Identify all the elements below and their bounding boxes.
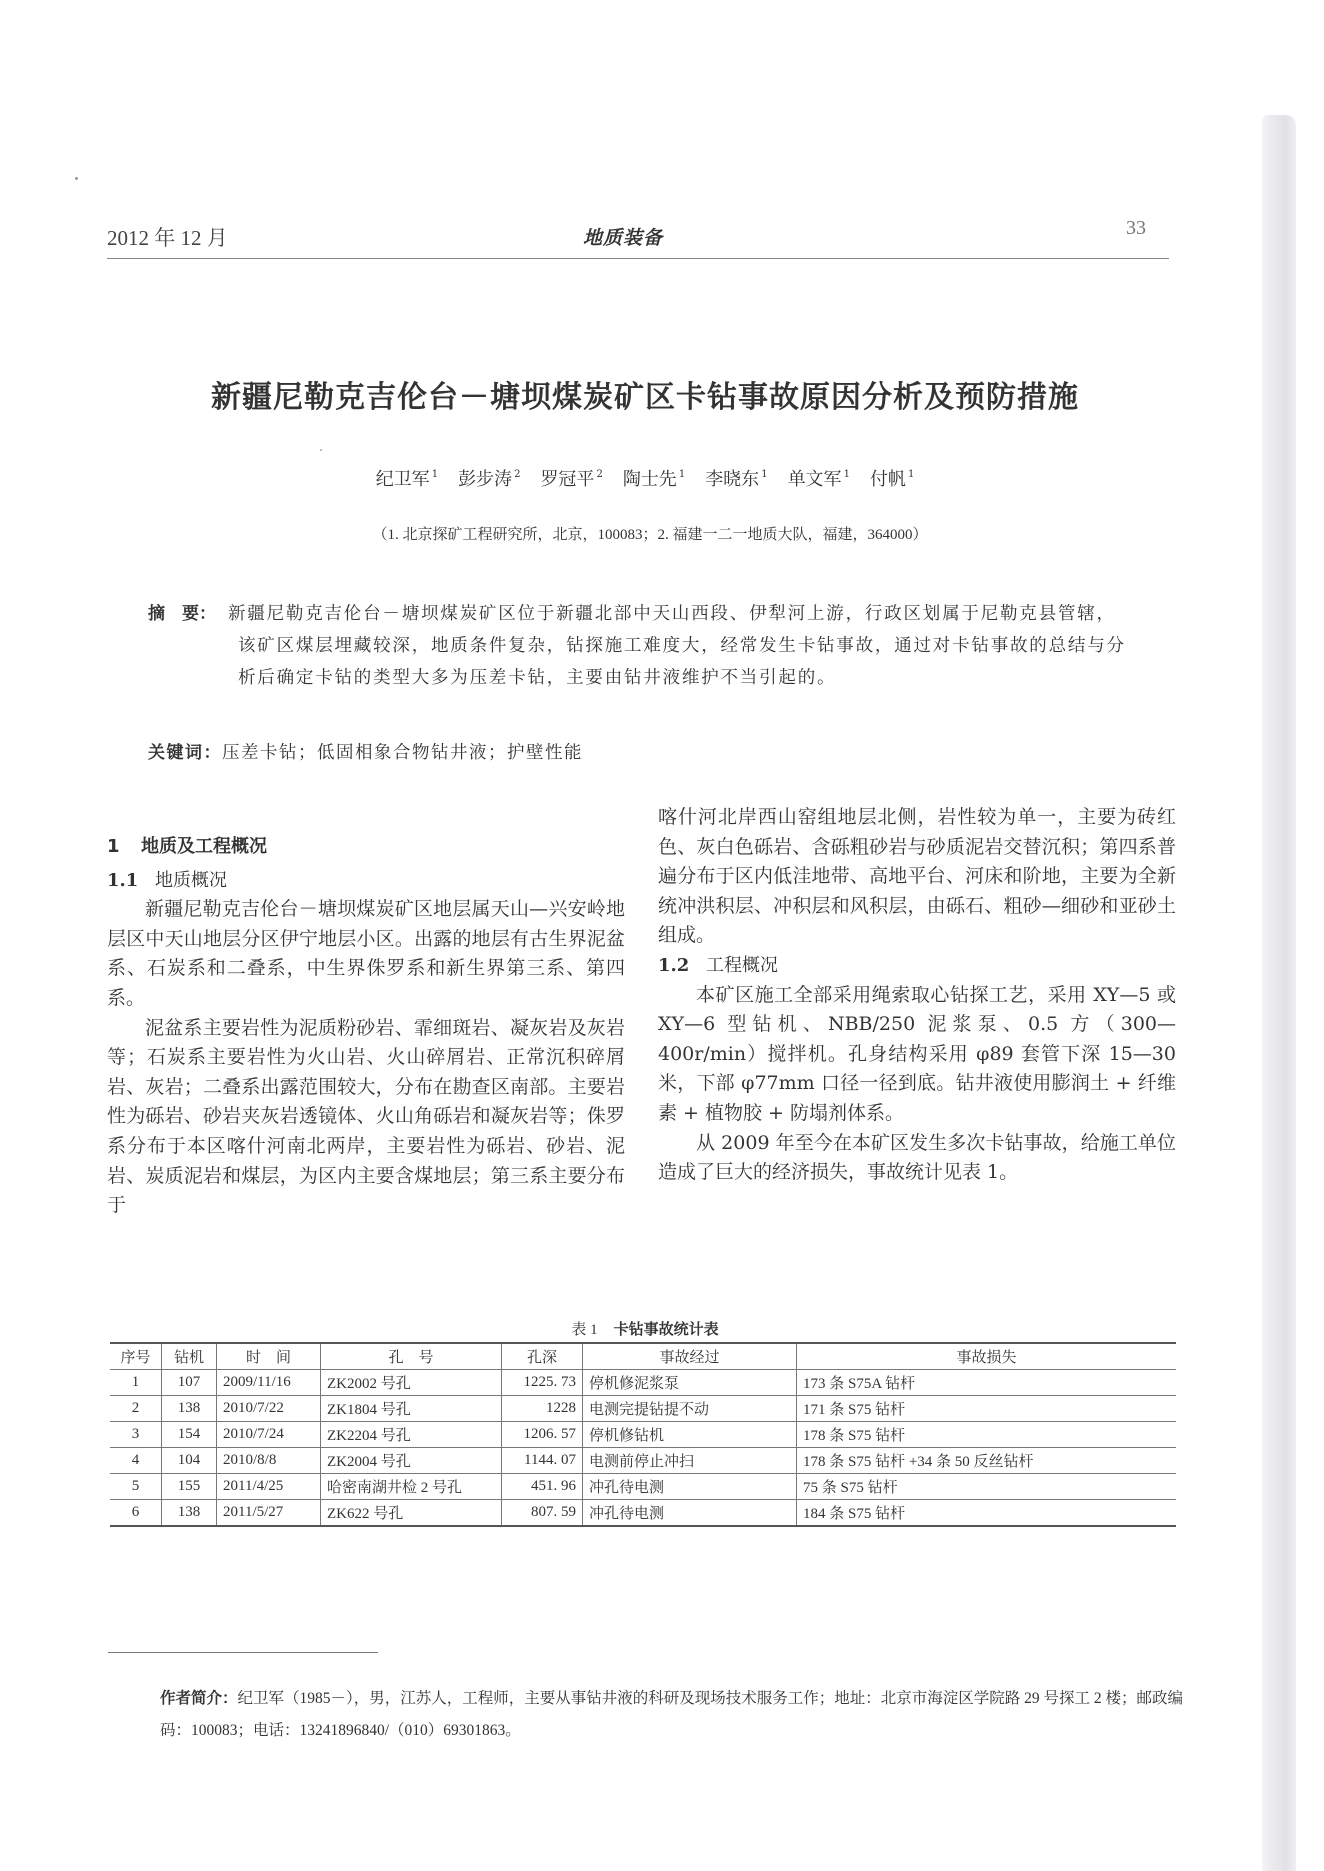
- cell-hole: ZK2204 号孔: [321, 1422, 502, 1448]
- table-row: [110, 1500, 1176, 1527]
- subsection-heading: [107, 866, 625, 896]
- accident-statistics-table: [110, 1342, 1176, 1527]
- cell-process: 电测前停止冲扫: [583, 1448, 797, 1474]
- author-name: 纪卫军: [375, 469, 430, 490]
- table-title: 卡钻事故统计表: [613, 1320, 719, 1338]
- header-rule: [107, 258, 1169, 259]
- table-row: [110, 1474, 1176, 1500]
- cell-hole: ZK2002 号孔: [321, 1370, 502, 1396]
- author-affiliation-mark: 1: [431, 469, 439, 480]
- paragraph: 泥盆系主要岩性为泥质粉砂岩、霏细斑岩、凝灰岩及灰岩等；石炭系主要岩性为火山岩、火山碎屑岩、正常沉积碎屑岩、灰岩；二叠系出露范围较大，分布在勘查区南部。主要岩性为砾岩、砂岩夹灰岩透镜体、火山角砾岩和凝灰岩等；侏罗系分布于本区喀什河南北两岸，主要岩性为砾岩、砂岩、泥岩、炭质泥岩和煤层，为区内主要含煤地层；第三系主要分布于: [107, 1016, 625, 1217]
- cell-depth: 1225. 73: [502, 1370, 583, 1396]
- cell-hole: ZK1804 号孔: [321, 1396, 502, 1422]
- author-affiliation-mark: 1: [843, 469, 850, 480]
- section-heading: [107, 832, 625, 862]
- body-column-left: [107, 832, 625, 1221]
- table-row: [110, 1396, 1176, 1422]
- keywords: [148, 738, 583, 764]
- cell-date: 2010/7/24: [217, 1422, 321, 1448]
- col-header-loss: 事故损失: [797, 1343, 1177, 1370]
- cell-process: 停机修泥浆泵: [583, 1370, 797, 1396]
- section-title: 地质及工程概况: [141, 836, 267, 857]
- cell-date: 2010/7/22: [217, 1396, 321, 1422]
- footnote-label: 作者简介：: [160, 1689, 238, 1707]
- table-row: [110, 1448, 1176, 1474]
- author: [870, 469, 914, 490]
- scan-speck: [320, 449, 322, 451]
- cell-depth: 1228: [502, 1396, 583, 1422]
- cell-hole: ZK2004 号孔: [321, 1448, 502, 1474]
- cell-loss: 173 条 S75A 钻杆: [797, 1370, 1177, 1396]
- author-name: 彭步涛: [458, 469, 513, 490]
- footnote-rule: [108, 1652, 378, 1653]
- table-header-row: [110, 1343, 1176, 1370]
- affiliations: （1. 北京探矿工程研究所，北京，100083；2. 福建一二一地质大队，福建，364000）: [372, 527, 928, 543]
- cell-depth: 1144. 07: [502, 1448, 583, 1474]
- col-header-process: 事故经过: [583, 1343, 797, 1370]
- body-column-right: [658, 803, 1176, 1188]
- cell-loss: 178 条 S75 钻杆 +34 条 50 反丝钻杆: [797, 1448, 1177, 1474]
- author: [540, 469, 602, 490]
- col-header-rig: 钻机: [162, 1343, 217, 1370]
- table-number: 表 1: [571, 1322, 598, 1338]
- cell-process: 停机修钻机: [583, 1422, 797, 1448]
- author: [788, 469, 850, 490]
- scan-speck: [75, 177, 78, 180]
- author-affiliation-mark: 1: [678, 469, 686, 480]
- col-header-hole: 孔 号: [321, 1343, 502, 1370]
- cell-hole: ZK622 号孔: [321, 1500, 502, 1527]
- cell-rig: 155: [162, 1474, 217, 1500]
- cell-rig: 154: [162, 1422, 217, 1448]
- cell-date: 2011/5/27: [217, 1500, 321, 1527]
- paragraph-continued: 喀什河北岸西山窑组地层北侧，岩性较为单一，主要为砖红色、灰白色砾岩、含砾粗砂岩与砂质泥岩交替沉积；第四系普遍分布于区内低洼地带、高地平台、河床和阶地，主要为全新统冲洪积层、冲积层和风积层，由砾石、粗砂—细砂和亚砂土组成。: [658, 806, 1176, 947]
- subsection-number: 1.1: [107, 869, 139, 891]
- author-bio-footnote: [160, 1682, 1200, 1747]
- author: [458, 469, 520, 490]
- author: [623, 469, 685, 490]
- abstract-text: 新疆尼勒克吉伦台－塘坝煤炭矿区位于新疆北部中天山西段、伊犁河上游，行政区划属于尼勒克县管辖，该矿区煤层埋藏较深，地质条件复杂，钻探施工难度大，经常发生卡钻事故，通过对卡钻事故的总结与分析后确定卡钻的类型大多为压差卡钻，主要由钻井液维护不当引起的。: [228, 604, 1126, 688]
- cell-process: 冲孔待电测: [583, 1500, 797, 1527]
- cell-seq: 6: [110, 1500, 162, 1527]
- cell-loss: 184 条 S75 钻杆: [797, 1500, 1177, 1527]
- cell-date: 2009/11/16: [217, 1370, 321, 1396]
- cell-loss: 178 条 S75 钻杆: [797, 1422, 1177, 1448]
- keywords-label: 关键词：: [148, 743, 222, 763]
- cell-loss: 171 条 S75 钻杆: [797, 1396, 1177, 1422]
- keywords-text: 压差卡钻；低固相象合物钻井液；护壁性能: [222, 743, 583, 763]
- article-title: 新疆尼勒克吉伦台－塘坝煤炭矿区卡钻事故原因分析及预防措施: [211, 380, 1079, 415]
- cell-seq: 1: [110, 1370, 162, 1396]
- author-affiliation-mark: 1: [907, 469, 915, 480]
- subsection-number: 1.2: [658, 954, 690, 976]
- table-row: [110, 1422, 1176, 1448]
- abstract-label: 摘 要：: [148, 604, 216, 624]
- cell-depth: 451. 96: [502, 1474, 583, 1500]
- col-header-seq: 序号: [110, 1343, 162, 1370]
- author-affiliation-mark: 2: [596, 469, 603, 480]
- header-page-number: 33: [1126, 217, 1146, 239]
- author-name: 罗冠平: [540, 469, 595, 490]
- author-affiliation-mark: 1: [761, 469, 768, 480]
- header-date: 2012 年 12 月: [107, 226, 228, 250]
- section-number: 1: [107, 836, 120, 857]
- abstract: [148, 598, 1128, 694]
- cell-seq: 5: [110, 1474, 162, 1500]
- cell-seq: 2: [110, 1396, 162, 1422]
- cell-seq: 3: [110, 1422, 162, 1448]
- cell-rig: 104: [162, 1448, 217, 1474]
- cell-date: 2011/4/25: [217, 1474, 321, 1500]
- cell-rig: 138: [162, 1500, 217, 1527]
- cell-rig: 138: [162, 1396, 217, 1422]
- author-name: 陶士先: [622, 469, 677, 490]
- subsection-title: 工程概况: [706, 954, 778, 976]
- cell-depth: 1206. 57: [502, 1422, 583, 1448]
- author-name: 付帆: [869, 469, 906, 490]
- subsection-heading: [658, 951, 1176, 981]
- author-affiliation-mark: 2: [514, 469, 521, 480]
- paragraph: 新疆尼勒克吉伦台－塘坝煤炭矿区地层属天山—兴安岭地层区中天山地层分区伊宁地层小区。出露的地层有古生界泥盆系、石炭系和二叠系，中生界侏罗系和新生界第三系、第四系。: [107, 898, 625, 1009]
- table-row: [110, 1370, 1176, 1396]
- cell-process: 冲孔待电测: [583, 1474, 797, 1500]
- col-header-date: 时 间: [217, 1343, 321, 1370]
- author-name: 李晓东: [705, 469, 760, 490]
- paragraph: 从 2009 年至今在本矿区发生多次卡钻事故，给施工单位造成了巨大的经济损失，事故统计见表 1。: [658, 1131, 1176, 1184]
- footnote-text: 纪卫军（1985－），男，江苏人，工程师，主要从事钻井液的科研及现场技术服务工作；地址：北京市海淀区学院路 29 号探工 2 楼；邮政编码：100083；电话：13241896840/（010）69301863。: [160, 1690, 1184, 1739]
- author-list: [0, 465, 1290, 491]
- header-journal-name: 地质装备: [583, 227, 664, 249]
- table-caption: [0, 1318, 1290, 1339]
- author-name: 单文军: [787, 469, 842, 490]
- author: [376, 469, 438, 490]
- subsection-title: 地质概况: [155, 869, 227, 891]
- cell-loss: 75 条 S75 钻杆: [797, 1474, 1177, 1500]
- cell-rig: 107: [162, 1370, 217, 1396]
- cell-depth: 807. 59: [502, 1500, 583, 1527]
- cell-hole: 哈密南湖井检 2 号孔: [321, 1474, 502, 1500]
- cell-process: 电测完提钻提不动: [583, 1396, 797, 1422]
- author: [705, 469, 767, 490]
- cell-seq: 4: [110, 1448, 162, 1474]
- paragraph: 本矿区施工全部采用绳索取心钻探工艺，采用 XY—5 或 XY—6 型钻机、NBB/250 泥浆泵、0.5 方（300—400r/min）搅拌机。孔身结构采用 φ89 套管下深 15—30 米，下部 φ77mm 口径一径到底。钻井液使用膨润土 + 纤维素 + 植物胶 + 防塌剂体系。: [658, 983, 1176, 1124]
- col-header-depth: 孔深: [502, 1343, 583, 1370]
- cell-date: 2010/8/8: [217, 1448, 321, 1474]
